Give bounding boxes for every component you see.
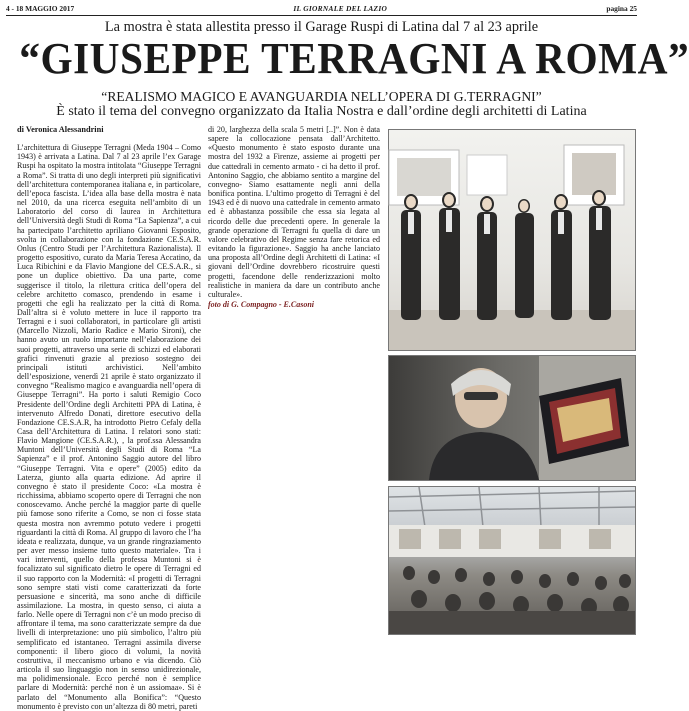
article-kicker: La mostra è stata allestita presso il Garage Ruspi di Latina dal 7 al 23 aprile — [104, 19, 539, 35]
masthead — [6, 2, 637, 16]
article-body-part-1: L’architettura di Giuseppe Terragni (Meda 1904 – Como 1943) è arrivata a Latina. Dal 7 al 23 aprile l’ex Garage Ruspi ha ospitato la mostra intitolata “Giuseppe Terragni a Roma”. Si tratta di uno degli interpreti più significativi dell’architettura contemporanea italiana e, in particolare, dell’epoca fascista. L’idea alla base della mostra è nata nel 2010, da una ricerca eseguita nell’ambito di un Laboratorio del corso di laurea in Architettura dell’Università degli Studi di Roma “La Sapienza”, a cui ha partecipato l’architetto apriliano Giovanni Esposito, svolta in collaborazione con la fondazione CE.S.A.R. Onlus (Centro Studi per l’Architettura Razionalista). Il progetto espositivo, curato da Maria Teresa Accatino, da Luca Ribichini e da Flavio Mangione del CE.S.A.R., si pone un duplice obiettivo. Da una parte, come suggerisce il titolo, la rilettura critica dell’opera del celebre architetto comasco, prendendo in esame i progetti che egli ha realizzato per la città di Roma. Dall’altra si è voluto mettere in luce il rapporto tra Terragni e i suoi collaboratori, in particolare gli artisti (Marcello Nizzoli, Mario Radice e Mario Sironi), che hanno avuto un ruolo importante nell’elaborazione dei suoi progetti, attraverso una serie di schizzi ed elaborati grafici rinvenuti grazie al prezioso sostegno dei principali istituti archivistici. Nell’ambito dell’esposizione, venerdì 21 aprile è stato organizzato il convegno “Realismo magico e avanguardia nell’opera di Giuseppe Terragni”. Ha porto i saluti Remigio Coco Presidente dell’Ordine degli Architetti PPA di Latina, è intervenuto Alfredo Donati, direttore esecutivo della Fondazione CE.S.A.R, ha introdotto Pietro Cefaly della Casa dell’Architettura di Latina. I relatori sono stati: Flavio Mangione (CE.S.A.R.), , la prof.ssa Alessandra Muntoni dell’Università degli Studi di Roma “La Sapienza” e il prof. Antonino Saggio autore del libro “Giuseppe Terragni. Vita e opere” (2005) edito da Laterza, giunto alla quarta edizione. Ad aprire il convegno è stato il presidente Coco: «La mostra è ricchissima, abbiamo scoperto opere di Terragni che non conoscevamo. Anche perché la maggior parte di quelle più famose sono riferite a Como, se non ci fosse stata questa mostra non avremmo potuto vedere i progetti riguardanti la città di Roma. Al gruppo di lavoro che l’ha ideata e realizzata, dunque, va un grande ringraziamento per aver messo insieme tutto questo materiale». Tra i vari interventi, quello della professa Muntoni si è focalizzato sul significato dietro le opere di Terragni ed il suo rapporto con la Modernità: «I progetti di Terragni sono sempre stati visti come caratterizzati da forte persuasione e sincerità, ma sono anche di difficile assimilazione. La mostra, in questo senso, ci aiuta a farlo. Nelle opere di Terragni non c’è un modo preciso di affrontare il tema, ma sono caratterizzate sempre da due livelli di interpretazione: uno più simbolico, l’altro più semplificato ed istantaneo. Terragni assimila diverse componenti: il libero gioco di volumi, la novità costruttiva, il meccanismo urbano e via dicendo. Ciò articola il suo linguaggio non in senso unidirezionale, ma polidimensionale. Ecco perché non è semplice parlare di Modernità: perché non è un assiomaa». Si è parlato del “Monumento alla Bonifica”: “Questo monumento è previsto con un’altezza di 80 metri, pareti — [17, 143, 201, 711]
photo-caption: foto di G. Compagno - E.Casoni — [208, 299, 315, 309]
article-column-1 — [17, 125, 201, 711]
byline: di Veronica Alessandrini — [17, 125, 104, 134]
article-headline: “GIUSEPPE TERRAGNI A ROMA” — [19, 34, 689, 83]
photo-speaker-with-book — [388, 355, 636, 481]
speaker-illustration — [389, 356, 635, 480]
speakers-group-illustration — [389, 130, 635, 350]
newspaper-name: IL GIORNALE DEL LAZIO — [293, 3, 388, 13]
article-deck: È stato il tema del convegno organizzato da Italia Nostra e dall’ordine degli architetti di Latina — [56, 104, 587, 119]
photo-speakers-group — [388, 129, 636, 351]
photo-audience — [388, 486, 636, 635]
article-body-part-2: di 20, larghezza della scala 5 metri [..]”. Non è data sapere la collocazione pensata dall’Architetto. «Questo monumento è stato esposto durante una mostra del 1932 a Firenze, assieme ai progetti per due cattedrali in cemento armato - ci ha detto il prof. Antonino Saggio, che abbiamo sentito a margine del convegno- Siamo esattamente negli anni della bonifica pontina. L’ultimo progetto di Terragni è del 1943 ed è di nuovo una cattedrale in cemento armato ed è abbastanza possibile che essa sia legata al ricordo delle due precedenti opere. In generale la grande operazione di Terragni fu quella di dare un valore celebrativo del Regime senza fare retorica ed evitando la figurazione». Saggio ha anche lanciato una proposta all’Ordine degli Architetti di Latina: «I giovani dell’Ordine dovrebbero ricostruire questi progetti, facendone delle renderizzazioni molto realistiche in maniera da dare un contributo anche culturale». — [208, 125, 380, 299]
audience-illustration — [389, 487, 635, 634]
article-subheadline: “REALISMO MAGICO E AVANGUARDIA NELL’OPERA DI G.TERRAGNI” — [101, 89, 542, 104]
article-column-2 — [208, 125, 380, 355]
page-number: pagina 25 — [606, 3, 637, 13]
issue-date: 4 - 18 MAGGIO 2017 — [6, 3, 75, 13]
